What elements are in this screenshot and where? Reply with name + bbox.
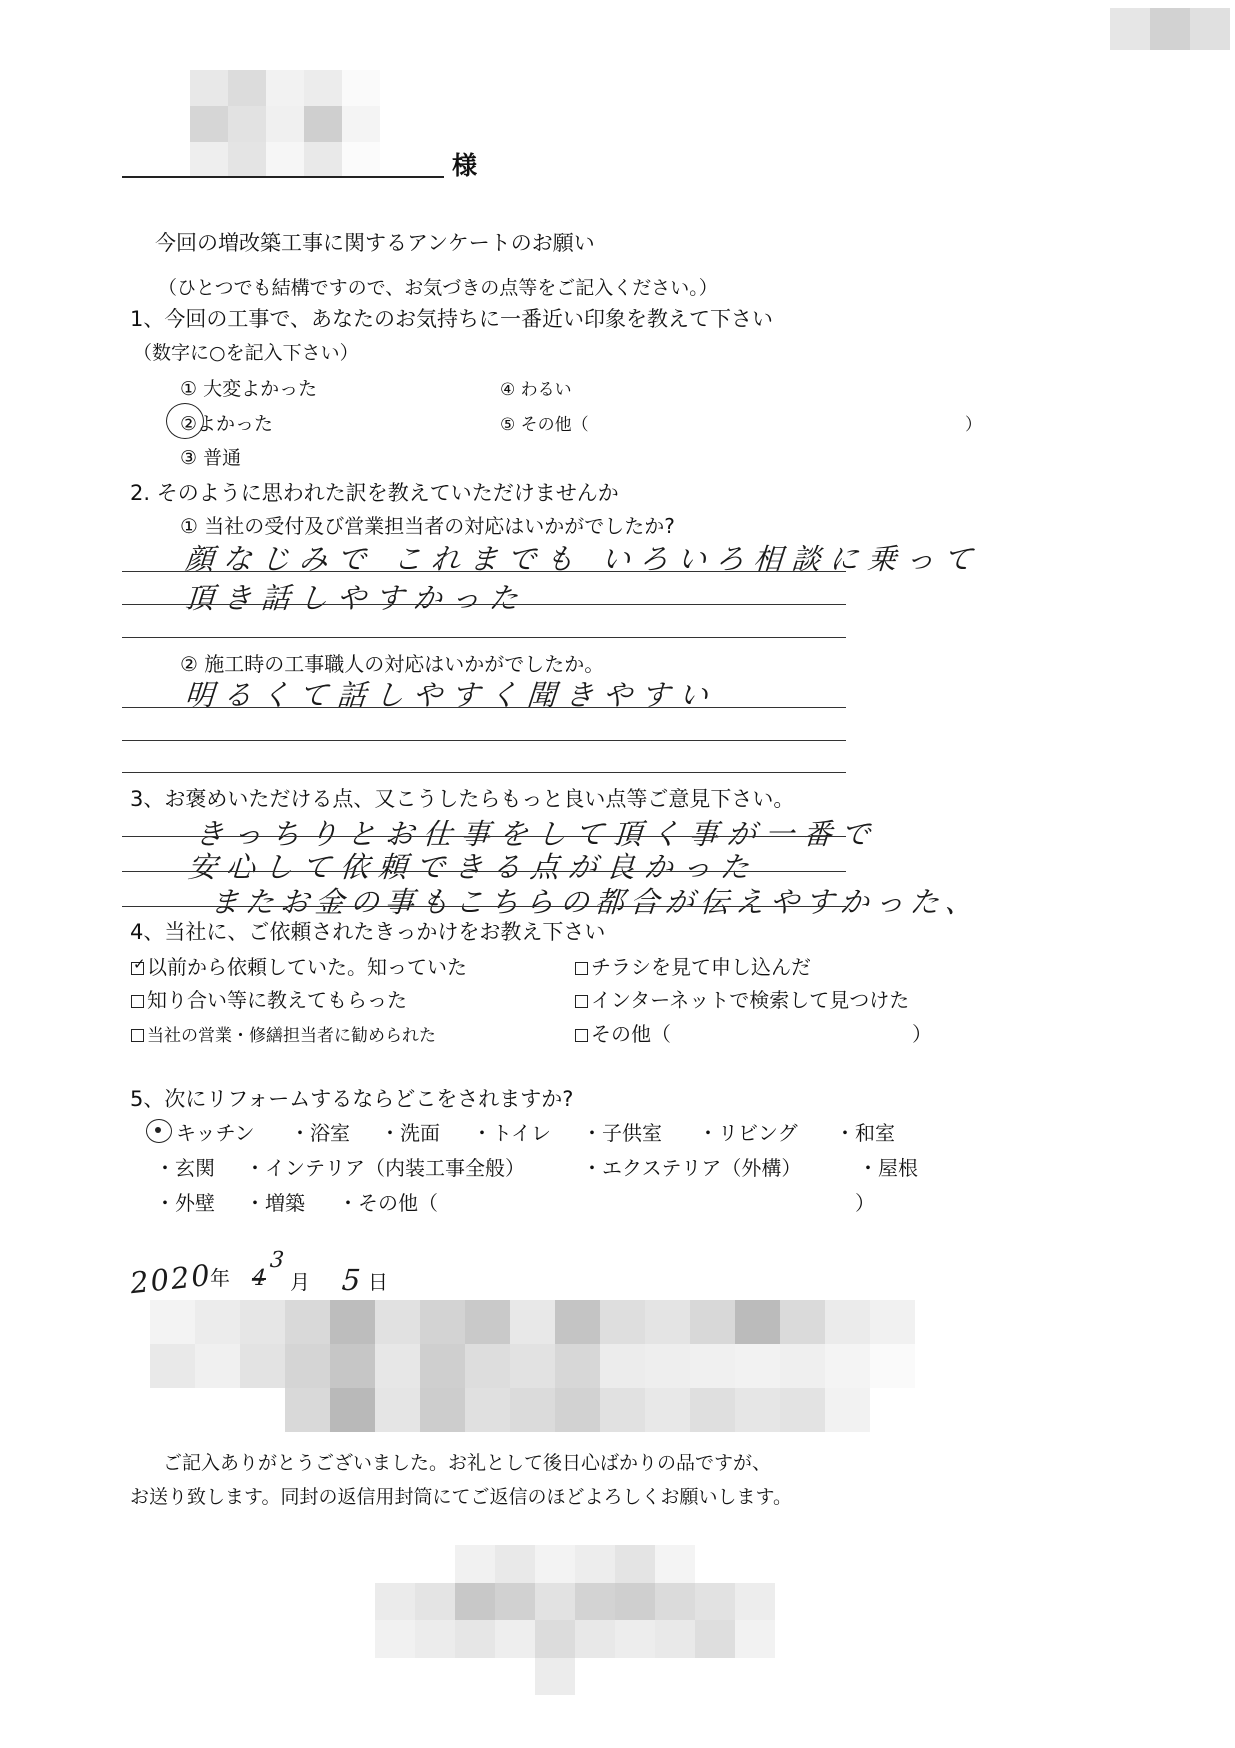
date-month: 3 bbox=[269, 1248, 285, 1273]
q5-option-outer-wall: ・外壁 bbox=[155, 1191, 215, 1215]
q4-option-3-label: 当社の営業・修繕担当者に勧められた bbox=[147, 1026, 436, 1046]
q4-option-6 bbox=[575, 1018, 671, 1047]
q4-option-2 bbox=[131, 984, 407, 1013]
honorific: 様 bbox=[452, 151, 478, 180]
selected-dot bbox=[155, 1127, 161, 1133]
q5-question: 5、次にリフォームするならどこをされますか? bbox=[130, 1087, 574, 1111]
survey-subtitle: （ひとつでも結構ですので、お気づきの点等をご記入ください。） bbox=[158, 277, 718, 299]
q2-answer-1-line-1: 顔なじみで これまでも いろいろ相談に乗って bbox=[183, 542, 983, 576]
checkbox bbox=[131, 995, 144, 1008]
recipient-name-line bbox=[122, 176, 444, 178]
redaction-recipient-name bbox=[190, 70, 380, 178]
q2-answer-2-line-1: 明るくて話しやすく聞きやすい bbox=[183, 678, 719, 712]
answer-line bbox=[122, 637, 846, 638]
q3-answer-line-2: 安心して依頼できる点が良かった bbox=[186, 850, 760, 884]
q5-option-interior: ・インテリア（内装工事全般） bbox=[245, 1156, 525, 1180]
checkbox-checked: ✓ bbox=[133, 955, 146, 973]
redaction-company bbox=[375, 1545, 775, 1695]
q2-sub-question-2: ② 施工時の工事職人の対応はいかがでしたか。 bbox=[180, 652, 605, 676]
date-year: 2020 bbox=[128, 1257, 214, 1301]
q5-option-washroom: ・洗面 bbox=[380, 1121, 440, 1145]
q4-option-4 bbox=[575, 951, 811, 980]
q3-question: 3、お褒めいただける点、又こうしたらもっと良い点等ご意見下さい。 bbox=[130, 787, 795, 811]
answer-line bbox=[122, 906, 846, 907]
answer-line bbox=[122, 836, 846, 837]
q4-option-3 bbox=[131, 1021, 436, 1046]
q1-instruction: （数字に○を記入下さい） bbox=[133, 342, 359, 364]
q5-option-other: ・その他（ bbox=[338, 1191, 438, 1215]
q4-question: 4、当社に、ご依頼されたきっかけをお教え下さい bbox=[130, 920, 606, 944]
q5-option-living: ・リビング bbox=[698, 1121, 798, 1145]
q5-option-bath: ・浴室 bbox=[290, 1121, 350, 1145]
answer-line bbox=[122, 571, 846, 572]
q5-option-extension: ・増築 bbox=[245, 1191, 305, 1215]
closing-line-1: ご記入ありがとうございました。お礼として後日心ばかりの品ですが、 bbox=[163, 1452, 772, 1474]
closing-line-2: お送り致します。同封の返信用封筒にてご返信のほどよろしくお願いします。 bbox=[130, 1486, 792, 1508]
q5-option-toilet: ・トイレ bbox=[472, 1121, 551, 1145]
q4-option-1-label: 以前から依頼していた。知っていた bbox=[147, 955, 467, 979]
q1-option-5-close: ） bbox=[965, 415, 982, 435]
q4-option-5-label: インターネットで検索して見つけた bbox=[591, 988, 910, 1012]
q4-option-5 bbox=[575, 984, 909, 1013]
q3-answer-line-3: またお金の事もこちらの都合が伝えやすかった、 bbox=[208, 885, 982, 919]
q4-option-6-close: ） bbox=[912, 1022, 932, 1046]
date-year-label: 年 bbox=[210, 1266, 230, 1290]
survey-title: 今回の増改築工事に関するアンケートのお願い bbox=[155, 231, 595, 255]
q1-option-1: ① 大変よかった bbox=[180, 378, 318, 400]
q4-option-6-label: その他（ bbox=[591, 1022, 671, 1046]
q1-option-5: ⑤ その他（ bbox=[500, 415, 589, 435]
q2-question: 2. そのように思われた訳を教えていただけませんか bbox=[130, 481, 619, 505]
q5-option-exterior: ・エクステリア（外構） bbox=[582, 1156, 802, 1180]
q3-answer-line-1: きっちりとお仕事をして頂く事が一番で bbox=[193, 817, 881, 851]
q1-question: 1、今回の工事で、あなたのお気持ちに一番近い印象を教えて下さい bbox=[130, 307, 773, 331]
redaction-top-right bbox=[1110, 8, 1230, 50]
answer-line bbox=[122, 772, 846, 773]
checkbox bbox=[575, 995, 588, 1008]
q5-option-japanese-room: ・和室 bbox=[835, 1121, 895, 1145]
q2-answer-1-line-2: 頂き話しやすかった bbox=[183, 581, 529, 615]
answer-line bbox=[122, 871, 846, 872]
q1-option-2: ②よかった bbox=[180, 413, 274, 435]
checkbox bbox=[575, 1029, 588, 1042]
date-month-label: 月 bbox=[290, 1270, 310, 1294]
q4-option-2-label: 知り合い等に教えてもらった bbox=[147, 988, 407, 1012]
q2-sub-question-1: ① 当社の受付及び営業担当者の対応はいかがでしたか? bbox=[180, 514, 675, 538]
date-day-label: 日 bbox=[368, 1270, 388, 1294]
q5-option-roof: ・屋根 bbox=[858, 1156, 918, 1180]
date-day: 5 bbox=[340, 1263, 362, 1297]
q1-option-2-circle-mark bbox=[166, 403, 204, 439]
answer-line bbox=[122, 707, 846, 708]
q5-option-kids-room: ・子供室 bbox=[582, 1121, 662, 1145]
date-month-struck: 4 bbox=[251, 1266, 267, 1291]
checkbox bbox=[131, 1029, 144, 1042]
q1-option-4: ④ わるい bbox=[500, 380, 572, 400]
answer-line bbox=[122, 604, 846, 605]
checkbox bbox=[575, 962, 588, 975]
q4-option-1 bbox=[131, 951, 467, 980]
redaction-signature bbox=[150, 1300, 915, 1432]
q5-option-kitchen: キッチン bbox=[176, 1121, 255, 1145]
q1-option-3: ③ 普通 bbox=[180, 447, 242, 469]
answer-line bbox=[122, 740, 846, 741]
q5-option-other-close: ） bbox=[855, 1191, 875, 1215]
q4-option-4-label: チラシを見て申し込んだ bbox=[591, 955, 811, 979]
q5-option-entrance: ・玄関 bbox=[155, 1156, 215, 1180]
